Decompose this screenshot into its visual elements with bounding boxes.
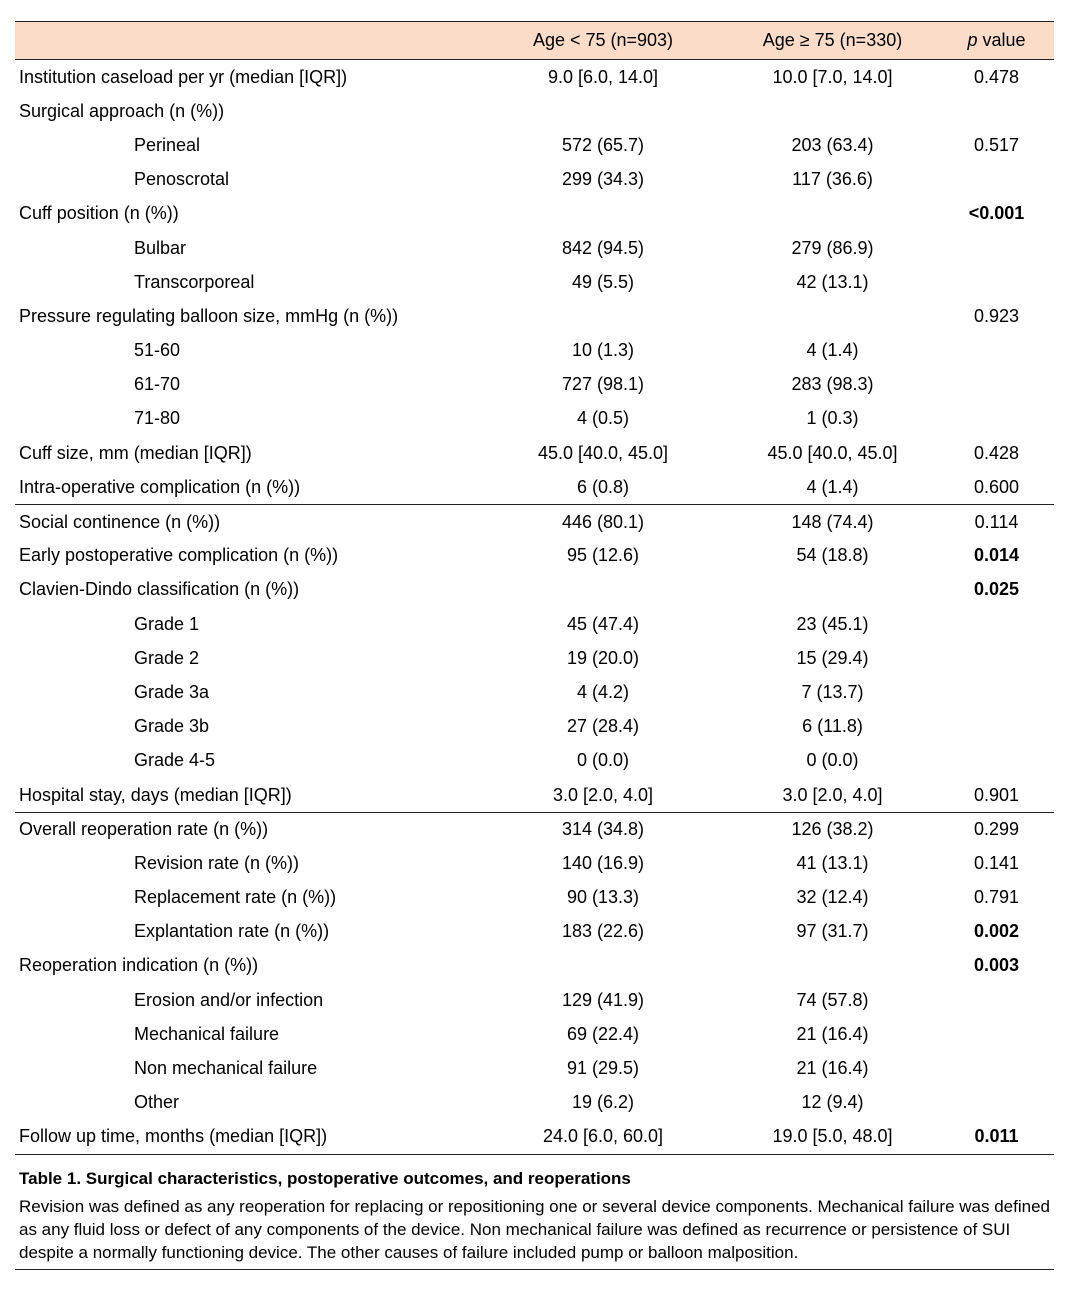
row-label: Bulbar [134,237,187,258]
row-age-75-plus-value: 45.0 [40.0, 45.0] [767,442,898,463]
header-p-value [939,30,1054,51]
row-age-75-plus-value: 42 (13.1) [796,271,869,292]
row-age-under-75-value: 140 (16.9) [561,852,645,873]
row-label: Social continence (n (%)) [19,511,221,532]
row-age-under-75-value: 299 (34.3) [561,169,645,190]
table-row [15,368,1054,402]
row-p-value: 0.600 [973,476,1020,497]
header-p-italic: p [967,30,978,50]
row-age-75-plus-value: 4 (1.4) [806,476,859,497]
row-age-under-75-value: 314 (34.8) [561,819,645,840]
row-age-under-75-value: 45.0 [40.0, 45.0] [537,442,669,463]
row-age-75-plus-value: 0 (0.0) [806,750,859,771]
table-figure [15,21,1054,1270]
table-row [15,60,1054,94]
table-row [15,265,1054,299]
row-age-under-75-value: 90 (13.3) [566,887,640,908]
row-age-under-75-value: 27 (28.4) [566,716,640,737]
row-p-value: 0.002 [973,921,1020,942]
table-row [15,710,1054,744]
row-label: Surgical approach (n (%)) [19,100,225,121]
row-p-value: 0.517 [973,134,1020,155]
row-label: Cuff position (n (%)) [19,203,179,224]
row-p-value: 0.901 [973,784,1020,805]
row-age-75-plus-value: 3.0 [2.0, 4.0] [782,784,883,805]
row-age-75-plus-value: 126 (38.2) [791,819,874,840]
table-row [15,197,1054,231]
row-age-75-plus-value: 74 (57.8) [796,989,869,1010]
table-row [15,299,1054,333]
row-p-value: 0.791 [973,887,1020,908]
row-p-value: <0.001 [968,203,1025,224]
row-age-75-plus-value: 21 (16.4) [796,1058,869,1079]
table-row [15,504,1054,538]
row-p-value: 0.141 [973,852,1020,873]
row-label: Early postoperative complication (n (%)) [19,545,339,566]
row-label: Penoscrotal [134,169,230,190]
row-label: Intra-operative complication (n (%)) [19,476,301,497]
row-age-75-plus-value: 97 (31.7) [796,921,869,942]
row-age-under-75-value: 19 (6.2) [571,1092,635,1113]
row-age-under-75-value: 183 (22.6) [561,921,645,942]
row-age-75-plus-value: 6 (11.8) [802,716,863,737]
caption-text: Revision was defined as any reoperation for replacing or repositioning one or several device components. Mechanical failure was defined as any fluid loss or defect of any components of the device. Non mechanical failure was defined as recurrence or persistence of SUI despite a normally functioning device. The other causes of failure included pump or balloon malposition. [19,1197,1050,1262]
row-label: Erosion and/or infection [134,989,324,1010]
row-age-under-75-value: 91 (29.5) [566,1058,640,1079]
row-p-value: 0.478 [973,66,1020,87]
row-label: 61-70 [134,374,181,395]
table-row [15,163,1054,197]
row-age-75-plus-value: 1 (0.3) [806,408,859,429]
row-age-under-75-value: 45 (47.4) [566,613,640,634]
row-age-75-plus-value: 32 (12.4) [796,887,869,908]
row-label: Cuff size, mm (median [IQR]) [19,442,252,463]
row-label: Grade 2 [134,647,200,668]
table-row [15,231,1054,265]
row-label: 51-60 [134,340,181,361]
table-bottom-rule [15,1269,1054,1270]
table-caption [15,1154,1054,1267]
table-row [15,436,1054,470]
row-age-75-plus-value: 19.0 [5.0, 48.0] [772,1126,893,1147]
caption-title: Table 1. Surgical characteristics, postoperative outcomes, and reoperations [19,1169,631,1188]
table-row [15,402,1054,436]
table-row [15,539,1054,573]
table-row [15,983,1054,1017]
row-label: Grade 3b [134,716,210,737]
table-row [15,1017,1054,1051]
row-age-75-plus-value: 148 (74.4) [791,511,874,532]
row-label: Grade 3a [134,681,210,702]
row-age-under-75-value: 69 (22.4) [566,1023,640,1044]
row-age-under-75-value: 95 (12.6) [566,545,640,566]
row-p-value: 0.003 [973,955,1020,976]
row-age-under-75-value: 24.0 [6.0, 60.0] [542,1126,664,1147]
row-age-under-75-value: 842 (94.5) [561,237,645,258]
row-label: Grade 1 [134,613,200,634]
row-age-under-75-value: 19 (20.0) [566,647,640,668]
table-row [15,94,1054,128]
header-age-75-plus: Age ≥ 75 (n=330) [762,30,903,50]
table-row [15,675,1054,709]
row-age-75-plus-value: 283 (98.3) [791,374,874,395]
row-p-value: 0.014 [973,545,1020,566]
row-age-75-plus-value: 41 (13.1) [796,852,869,873]
row-p-value: 0.011 [974,1126,1019,1147]
row-age-under-75-value: 10 (1.3) [571,340,635,361]
row-p-value: 0.923 [973,305,1020,326]
row-p-value: 0.299 [973,819,1020,840]
row-age-under-75-value: 3.0 [2.0, 4.0] [552,784,654,805]
row-age-under-75-value: 446 (80.1) [561,511,645,532]
table-row [15,573,1054,607]
row-age-75-plus-value: 23 (45.1) [796,613,869,634]
table-row [15,607,1054,641]
row-age-75-plus-value: 279 (86.9) [791,237,874,258]
table-row [15,128,1054,162]
row-label: Revision rate (n (%)) [134,852,300,873]
row-age-75-plus-value: 10.0 [7.0, 14.0] [772,66,893,87]
row-age-under-75-value: 129 (41.9) [561,989,645,1010]
row-age-75-plus-value: 15 (29.4) [796,647,869,668]
row-label: Non mechanical failure [134,1058,318,1079]
table-row [15,641,1054,675]
row-age-under-75-value: 4 (0.5) [576,408,630,429]
table-row [15,1086,1054,1120]
row-p-value: 0.114 [974,511,1019,532]
table-row [15,470,1054,504]
row-age-75-plus-value: 7 (13.7) [801,681,864,702]
row-age-75-plus-value: 4 (1.4) [806,340,859,361]
row-label: Transcorporeal [134,271,255,292]
row-label: Overall reoperation rate (n (%)) [19,819,269,840]
row-label: Replacement rate (n (%)) [134,887,337,908]
table-row [15,1120,1054,1154]
row-label: Mechanical failure [134,1023,280,1044]
table-body [15,60,1054,1154]
row-label: Clavien-Dindo classification (n (%)) [19,579,300,600]
row-age-75-plus-value: 54 (18.8) [796,545,869,566]
row-age-under-75-value: 4 (4.2) [576,681,630,702]
row-label: Reoperation indication (n (%)) [19,955,259,976]
row-label: Hospital stay, days (median [IQR]) [19,784,292,805]
table-row [15,778,1054,812]
row-label: Follow up time, months (median [IQR]) [19,1126,328,1147]
table-row [15,846,1054,880]
table-row [15,881,1054,915]
row-label: Other [134,1092,180,1113]
row-age-75-plus-value: 203 (63.4) [791,134,874,155]
row-label: Explantation rate (n (%)) [134,921,330,942]
table-row [15,949,1054,983]
row-age-under-75-value: 727 (98.1) [561,374,645,395]
row-label: 71-80 [134,408,181,429]
row-label: Grade 4-5 [134,750,216,771]
row-age-under-75-value: 49 (5.5) [571,271,635,292]
row-age-75-plus-value: 21 (16.4) [796,1023,869,1044]
row-label: Perineal [134,134,201,155]
row-p-value: 0.428 [973,442,1020,463]
row-label: Institution caseload per yr (median [IQR]) [19,66,348,87]
header-p-rest: value [977,30,1026,50]
table-row [15,812,1054,846]
table-row [15,744,1054,778]
row-age-under-75-value: 0 (0.0) [576,750,630,771]
row-age-under-75-value: 6 (0.8) [576,476,630,497]
row-p-value: 0.025 [973,579,1020,600]
header-age-under-75: Age < 75 (n=903) [532,30,674,50]
row-label: Pressure regulating balloon size, mmHg (n (%)) [19,305,399,326]
row-age-75-plus-value: 12 (9.4) [801,1092,864,1113]
table-row [15,915,1054,949]
row-age-under-75-value: 572 (65.7) [561,134,645,155]
table-header-row [15,22,1054,60]
table-row [15,334,1054,368]
table-row [15,1051,1054,1085]
row-age-75-plus-value: 117 (36.6) [792,169,873,190]
row-age-under-75-value: 9.0 [6.0, 14.0] [547,66,659,87]
